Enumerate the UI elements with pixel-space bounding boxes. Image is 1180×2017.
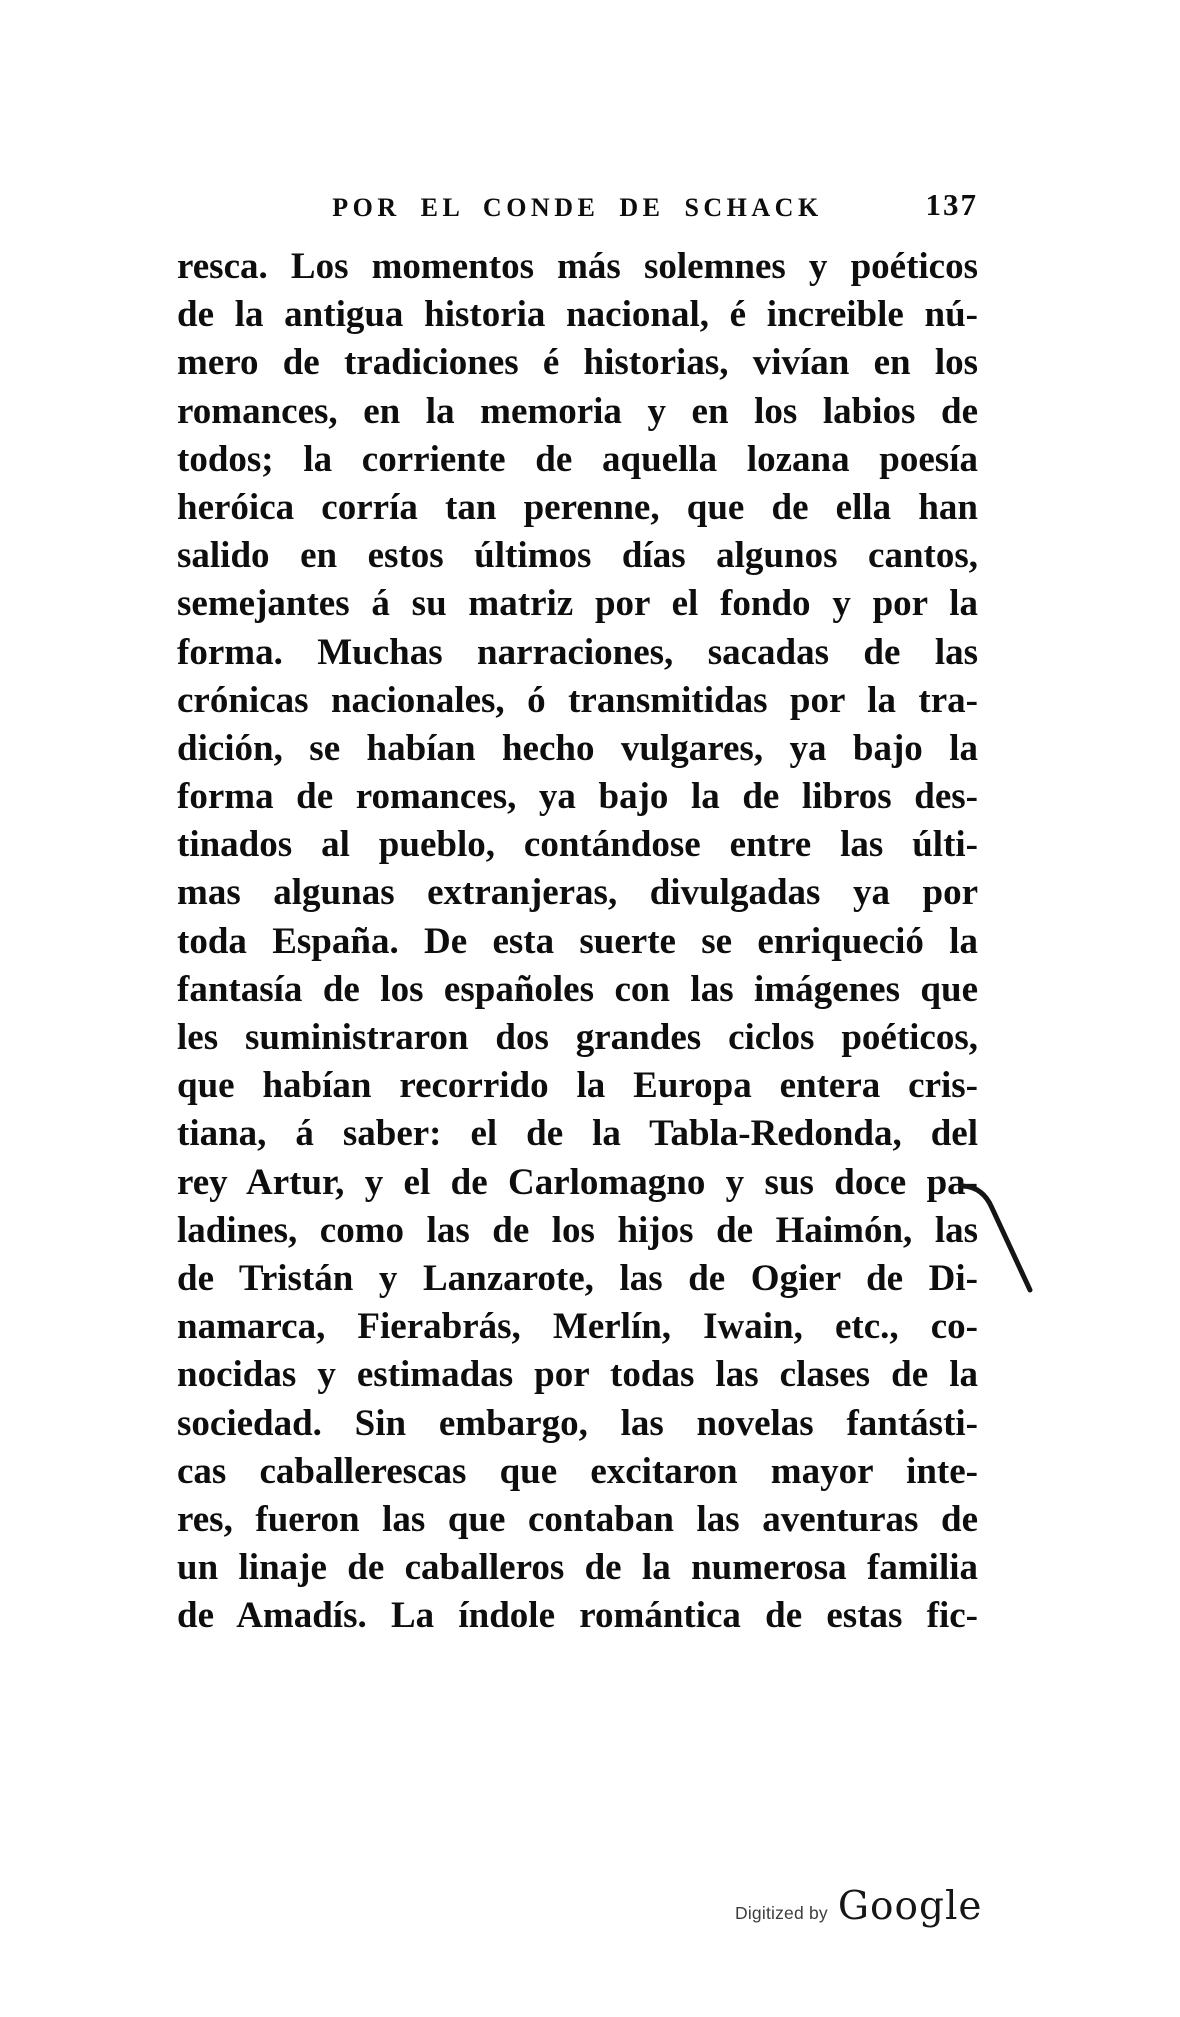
text-line: toda España. De esta suerte se enriqueció la [177, 920, 978, 962]
text-line: sociedad. Sin embargo, las novelas fantásti- [177, 1402, 978, 1444]
text-line: tiana, á saber: el de la Tabla-Redonda, del [177, 1113, 978, 1155]
google-logo: Google [837, 1884, 983, 1929]
text-line: de Amadís. La índole romántica de estas fic- [177, 1595, 978, 1637]
page-number: 137 [925, 187, 978, 222]
text-line: dición, se habían hecho vulgares, ya bajo la [177, 727, 978, 769]
page-body [177, 243, 978, 1640]
text-line: nocidas y estimadas por todas las clases de la [177, 1354, 978, 1396]
text-line: de la antigua historia nacional, é increible nú- [177, 294, 978, 336]
text-line: ladines, como las de los hijos de Haimón, las [177, 1209, 978, 1251]
page-header-title: POR EL CONDE DE SCHACK [332, 193, 823, 222]
text-line: crónicas nacionales, ó transmitidas por la tra- [177, 679, 978, 721]
text-line: forma. Muchas narraciones, sacadas de las [177, 631, 978, 673]
text-line: mero de tradiciones é historias, vivían en los [177, 342, 978, 384]
text-line: resca. Los momentos más solemnes y poéticos [177, 246, 978, 287]
text-line: rey Artur, y el de Carlomagno y sus doce pa- [177, 1161, 978, 1203]
text-line: que habían recorrido la Europa entera cris- [177, 1065, 978, 1107]
digitization-credit [735, 1884, 983, 1929]
text-line: de Tristán y Lanzarote, las de Ogier de Di- [177, 1257, 978, 1299]
text-line: todos; la corriente de aquella lozana poesía [177, 438, 978, 480]
text-line: un linaje de caballeros de la numerosa familia [177, 1547, 978, 1589]
text-line: romances, en la memoria y en los labios de [177, 390, 978, 432]
text-line: les suministraron dos grandes ciclos poéticos, [177, 1017, 978, 1058]
text-line: salido en estos últimos días algunos cantos, [177, 535, 978, 577]
text-line: mas algunas extranjeras, divulgadas ya por [177, 872, 978, 914]
text-line: namarca, Fierabrás, Merlín, Iwain, etc., co- [177, 1306, 978, 1348]
text-line: res, fueron las que contaban las aventuras de [177, 1498, 978, 1540]
text-line: heróica corría tan perenne, que de ella han [177, 486, 978, 528]
running-header [177, 187, 978, 224]
text-line: cas caballerescas que excitaron mayor inte- [177, 1450, 978, 1492]
text-line: forma de romances, ya bajo la de libros des- [177, 776, 978, 818]
text-line: tinados al pueblo, contándose entre las últi- [177, 824, 978, 866]
digitized-by-label: Digitized by [735, 1903, 828, 1923]
text-line: fantasía de los españoles con las imágenes que [177, 968, 978, 1010]
text-line: semejantes á su matriz por el fondo y por la [177, 583, 978, 625]
